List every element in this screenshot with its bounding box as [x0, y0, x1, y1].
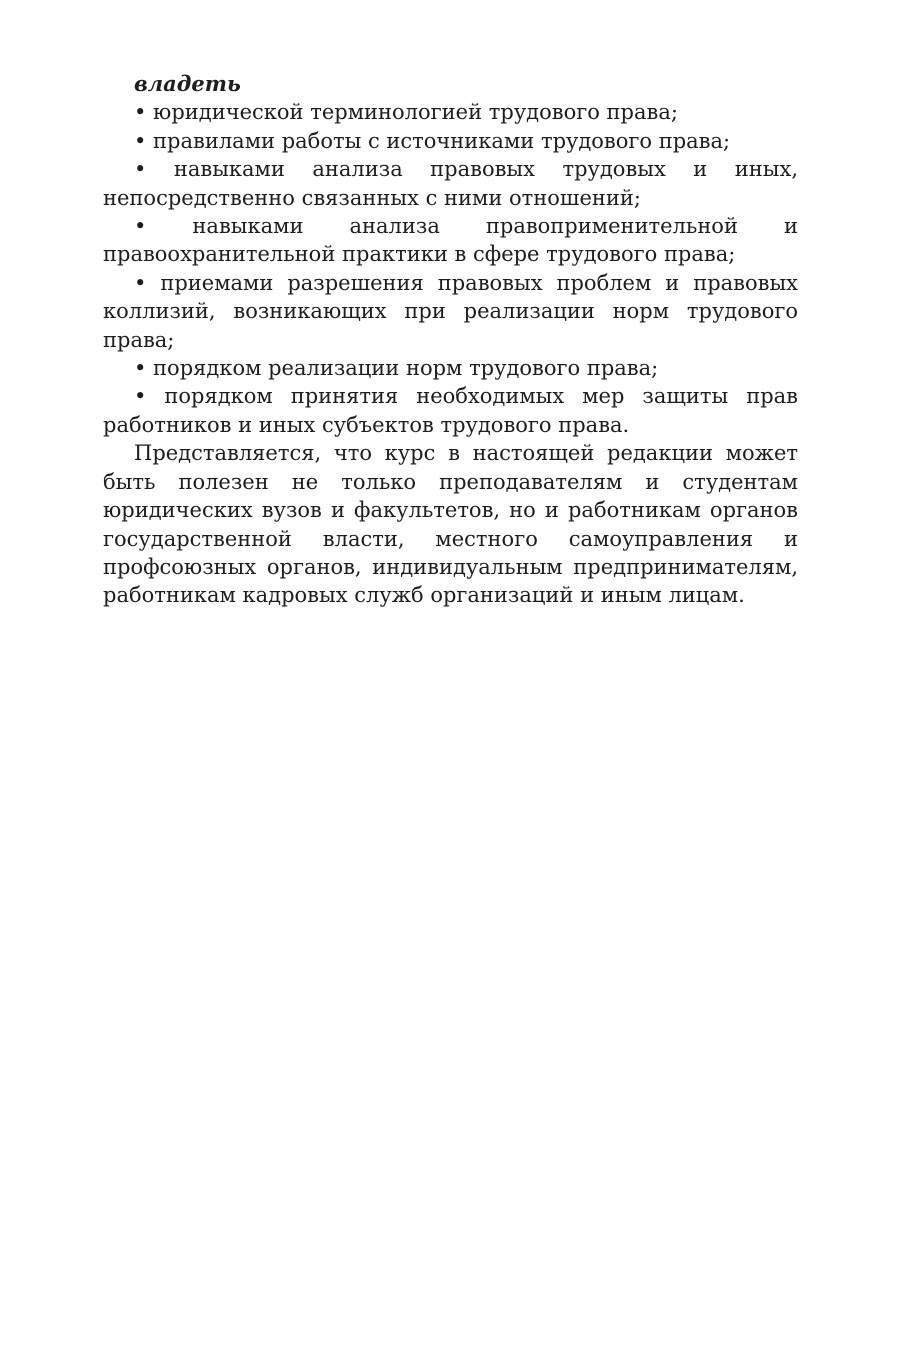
list-item: • навыками анализа правоприменительной и правоохранительной практики в сфере трудового права;	[103, 214, 798, 267]
closing-paragraph: Представляется, что курс в настоящей редакции может быть полезен не только преподавателям и студентам юридических вузов и факультетов, но и работникам органов государственной власти, местного самоуправления и профсоюзных органов, индивидуальным предпринимателям, работникам кадровых служб организаций и иным лицам.	[103, 441, 798, 608]
list-item: • юридической терминологией трудового права;	[134, 100, 678, 125]
section-heading: владеть	[134, 71, 241, 96]
page-text	[103, 70, 798, 610]
list-item: • навыками анализа правовых трудовых и иных, непосредственно связанных с ними отношений;	[103, 157, 798, 210]
list-item: • правилами работы с источниками трудового права;	[134, 128, 731, 153]
list-item: • порядком реализации норм трудового права;	[134, 356, 659, 381]
skills-list	[103, 98, 798, 439]
list-item: • порядком принятия необходимых мер защиты прав работников и иных субъектов трудового права.	[103, 384, 798, 437]
list-item: • приемами разрешения правовых проблем и правовых коллизий, возникающих при реализации норм трудового права;	[103, 270, 798, 352]
